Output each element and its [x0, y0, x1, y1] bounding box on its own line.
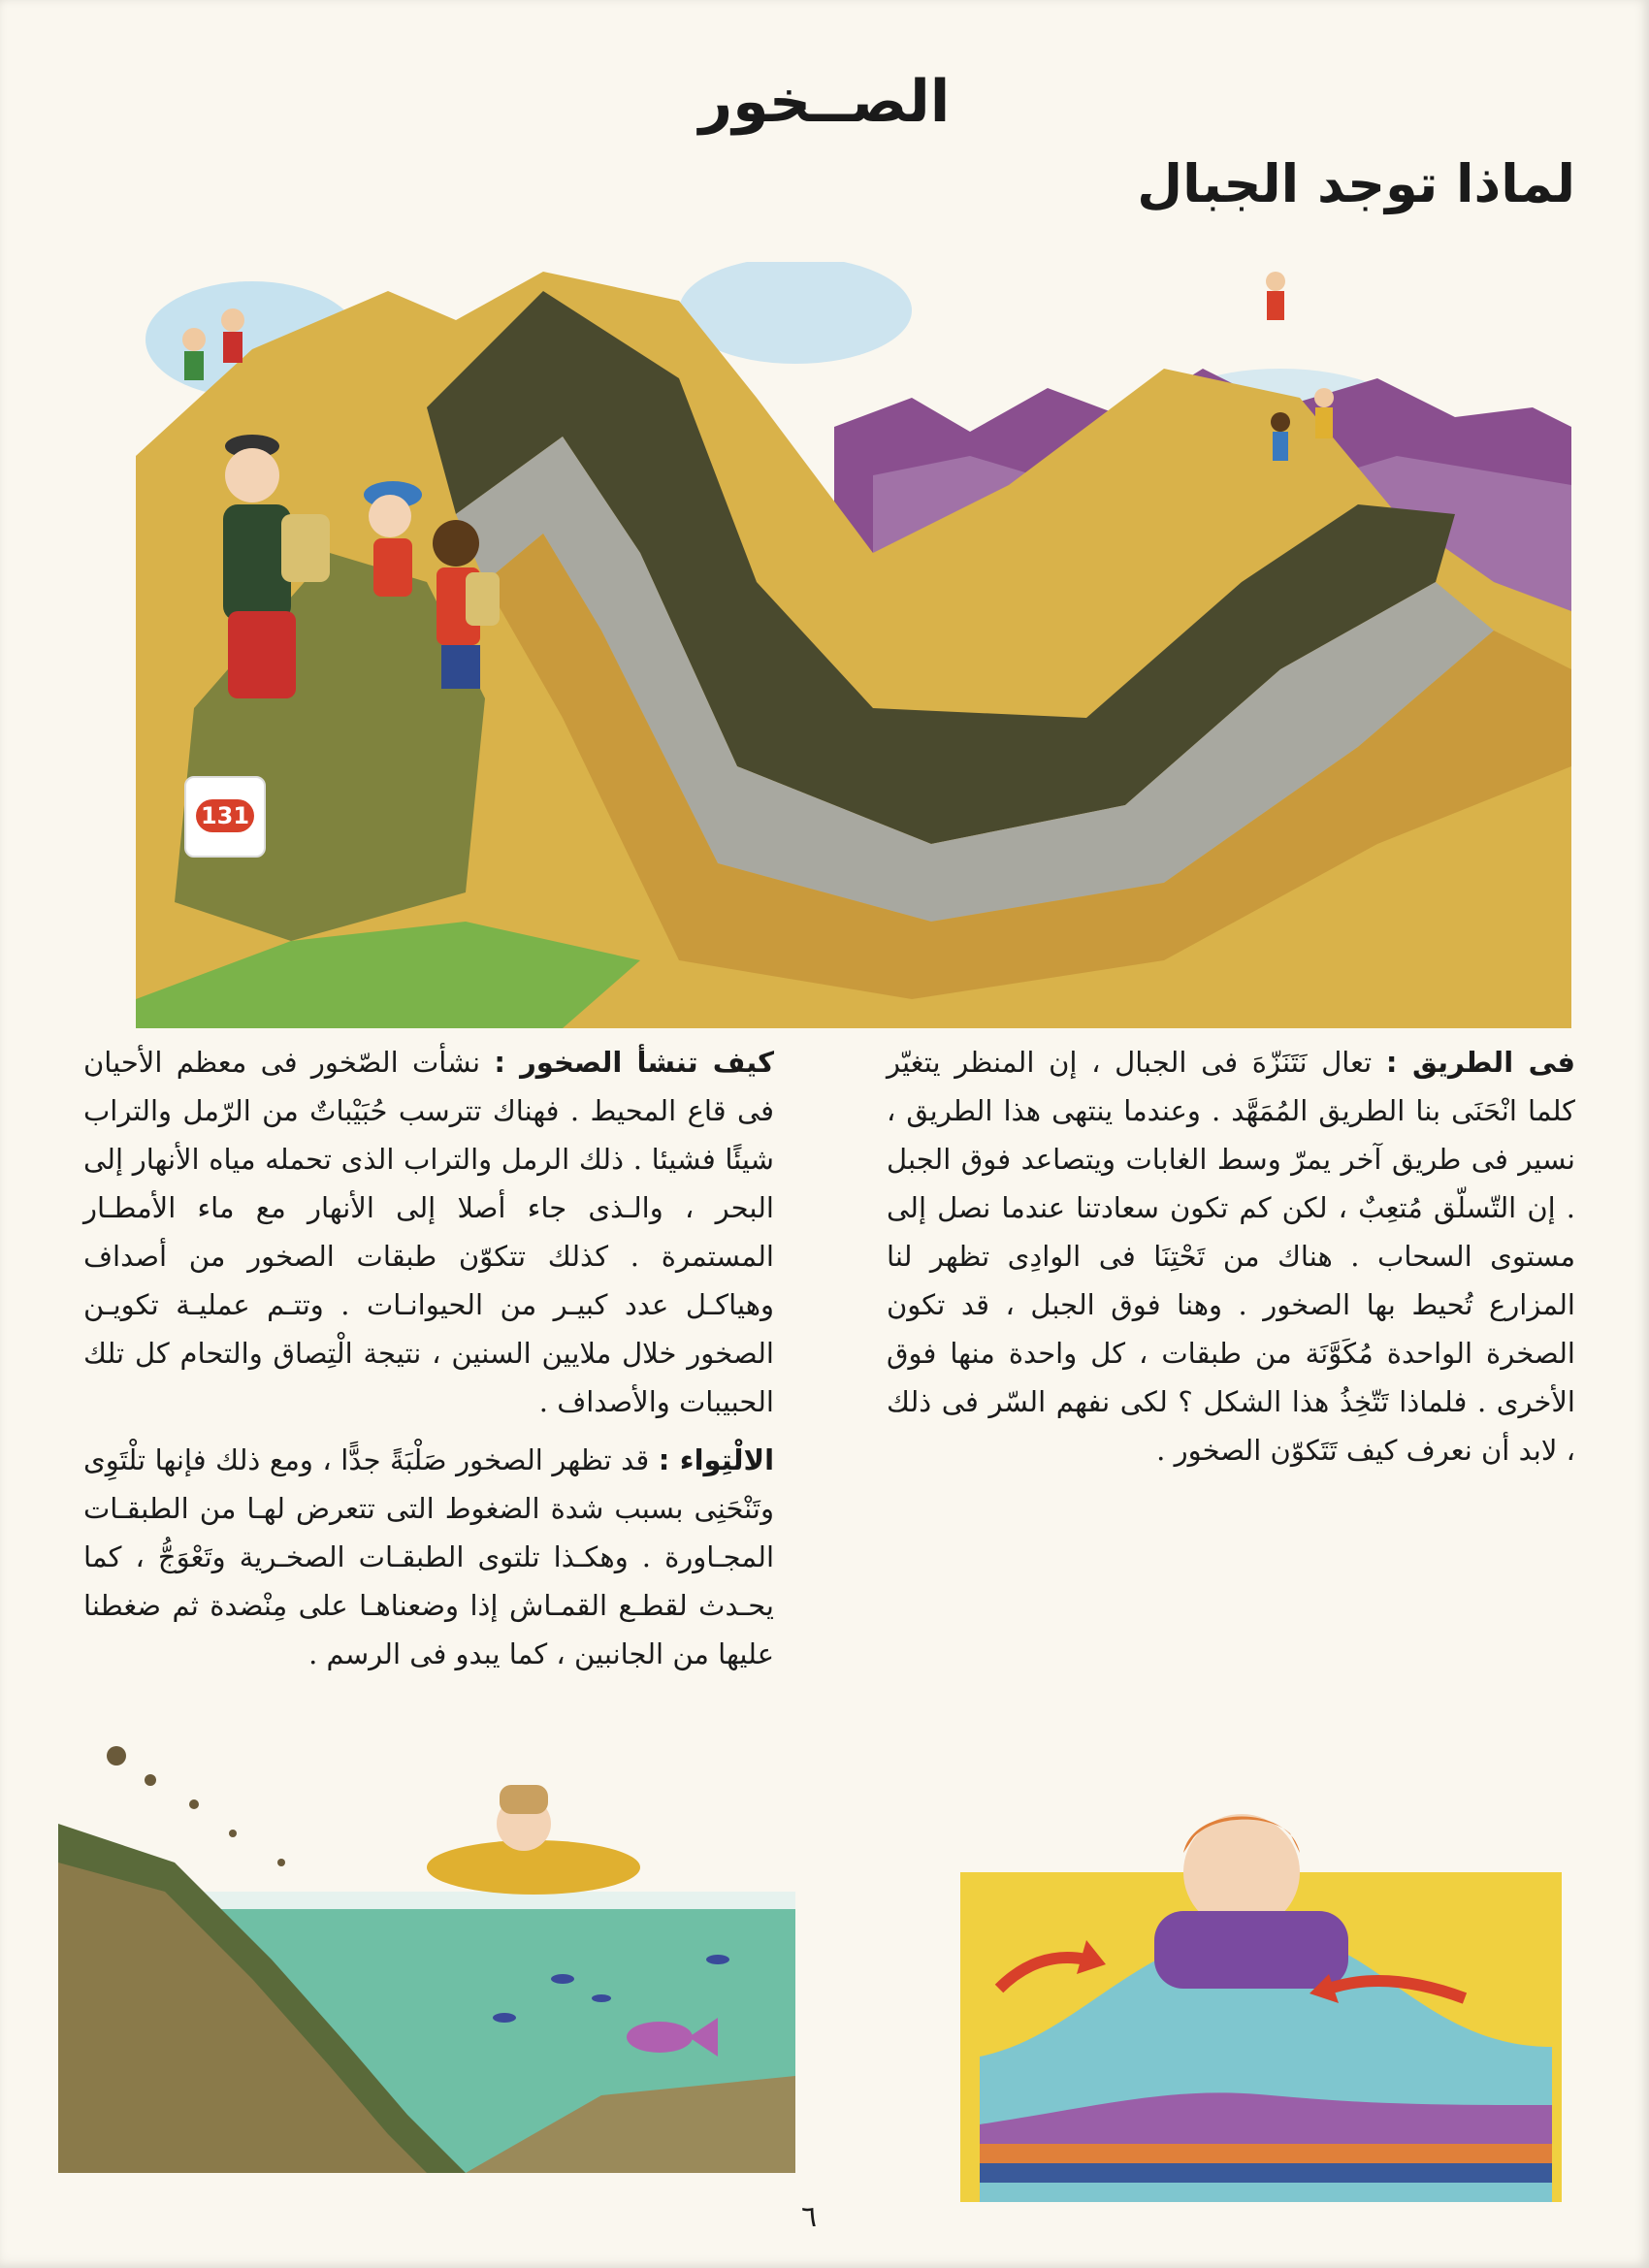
milestone-marker: [184, 776, 266, 858]
milestone-number: 131: [196, 799, 254, 832]
right-text-column: [887, 1038, 1575, 1484]
road-heading: فى الطريق :: [1385, 1046, 1576, 1079]
road-paragraph: [887, 1038, 1575, 1474]
folding-paragraph: [83, 1436, 774, 1678]
page-title: الصــخور: [698, 68, 951, 136]
sea-sediment-illustration: [58, 1727, 795, 2173]
formation-heading: كيف تنشأ الصخور :: [494, 1046, 774, 1079]
folding-heading: الالْتِواء :: [658, 1443, 775, 1476]
formation-body: نشأت الصّخور فى معظم الأحيان فى قاع المحيط . فهناك تترسب حُبَيْباتٌ من الرّمل والتراب شيئًا فشيئا . ذلك الرمل والتراب الذى تحمله مياه الأنهار إلى البحر ، والـذى جاء أصلا إلى الأنهار مع ماء الأمطـار المستمرة . كذلك تتكوّن طبقات الصخور من أصداف وهياكـل عدد كبيـر من الحيوانـات . وتتـم عمليـة تكويـن الصخور خلال ملايين السنين ، نتيجة الْتِصاق والتحام كل تلك الحبيبات والأصداف .: [83, 1046, 774, 1418]
page-number: ٦: [801, 2200, 818, 2234]
left-text-column: [83, 1038, 774, 1688]
folding-body: قد تظهر الصخور صَلْبَةً جدًّا ، ومع ذلك فإنها تلْتَوِى وتَنْحَنِى بسبب شدة الضغوط التى تتعرض لهـا من الطبقـات المجـاورة . وهكـذا تلتوى الطبقـات الصخـرية وتَعْوَجُّ ، كما يحـدث لقطـع القمـاش إذا وضعناهـا على مِنْضدة ثم ضغطنا عليها من الجانبين ، كما يبدو فى الرسم .: [83, 1443, 774, 1670]
rock-particles: [107, 1746, 285, 1866]
folding-fabric-illustration: [960, 1795, 1562, 2202]
road-body: تعال نَتَنَزّهَ فى الجبال ، إن المنظر يتغيّر كلما انْحَنَى بنا الطريق المُمَهَّد . وعندما ينتهى هذا الطريق ، نسير فى طريق آخر يمرّ وسط الغابات ويتصاعد فوق الجبل . إن التّسلّق مُتعِبٌ ، لكن كم تكون سعادتنا عندما نصل إلى مستوى السحاب . هناك من تَحْتِنَا فى الوادِى تظهر لنا المزارع تُحيط بها الصخور . وهنا فوق الجبل ، قد تكون الصخرة الواحدة مُكَوَّنَة من طبقات ، كل واحدة منها فوق الأخرى . فلماذا تَتّخِذُ هذا الشكل ؟ لكى نفهم السّر فى ذلك ، لابد أن نعرف كيف تَتَكوّن الصخور .: [887, 1046, 1575, 1467]
section-subtitle: لماذا توجد الجبال: [1137, 153, 1575, 214]
hiker-with-binoculars: [1266, 272, 1285, 320]
mountain-hikers-illustration: [136, 262, 1571, 1028]
boat-with-child: [427, 1785, 640, 1895]
formation-paragraph: [83, 1038, 774, 1426]
